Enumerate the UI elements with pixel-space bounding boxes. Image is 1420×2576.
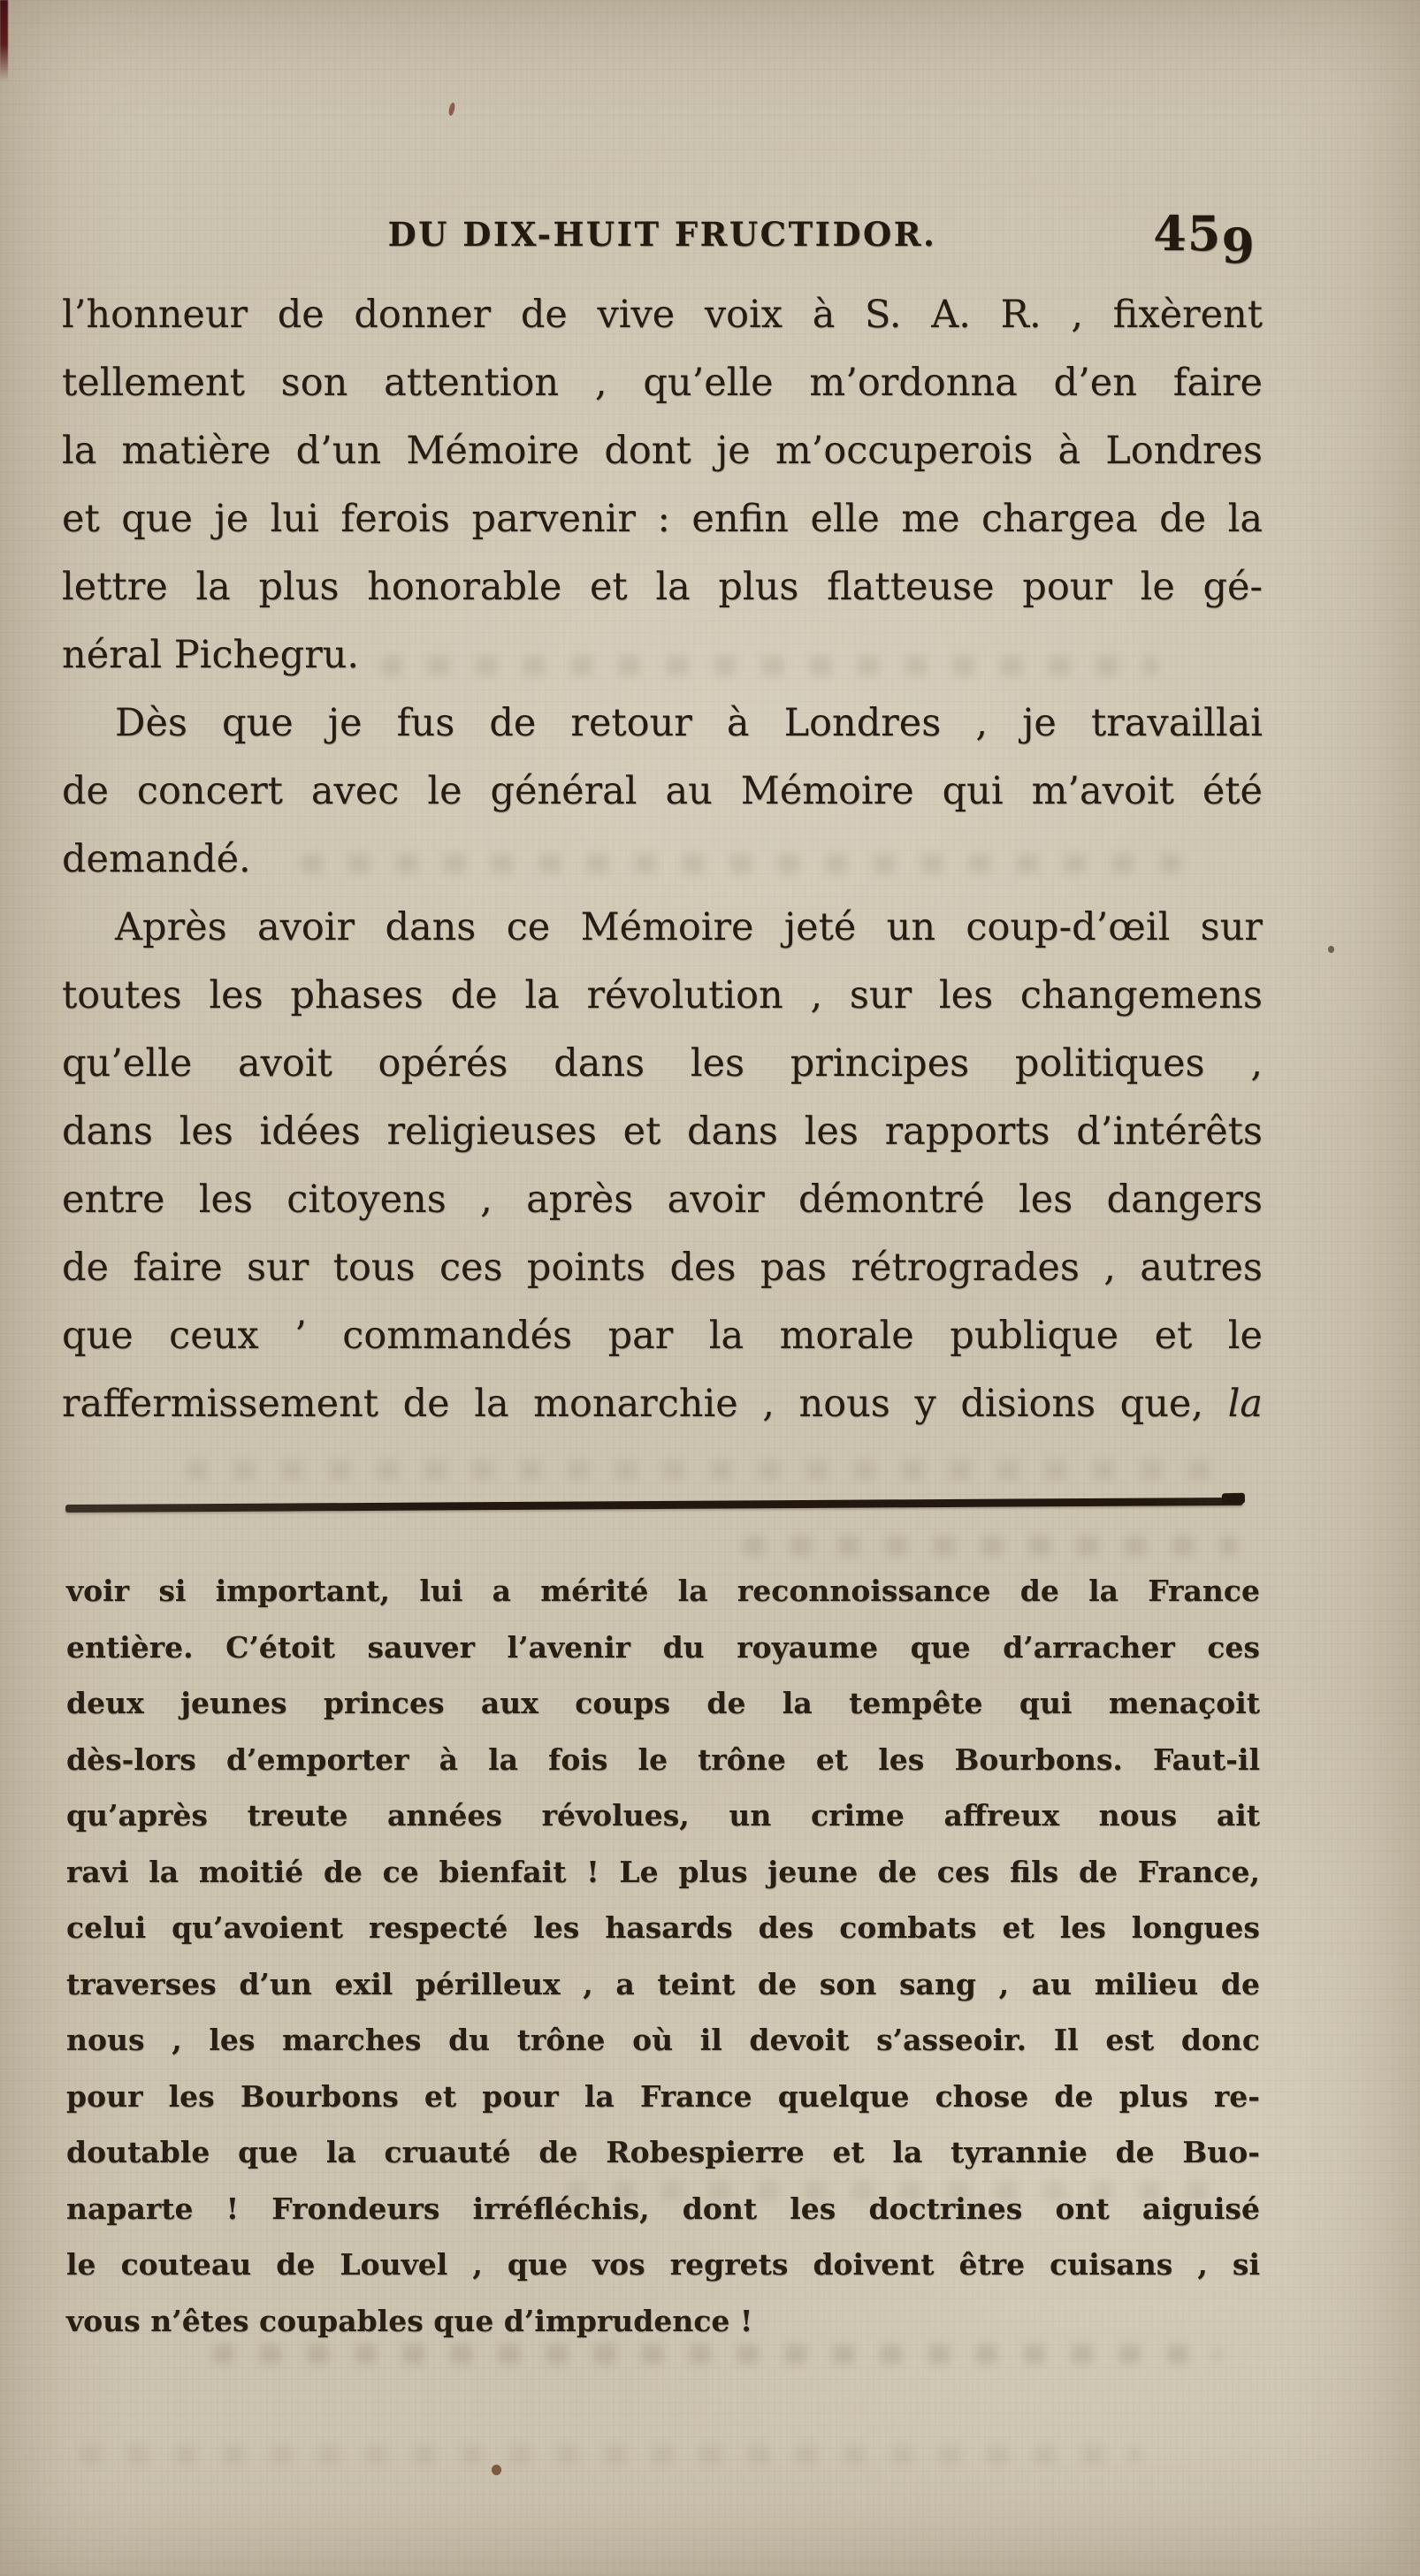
footnote-line: nous , les marches du trône où il devoit s’asseoir. Il est donc [66, 2023, 1260, 2057]
running-title: DU DIX-HUIT FRUCTIDOR. [387, 215, 937, 254]
footnote-line: celui qu’avoient respecté les hasards des combats et les longues [66, 1910, 1260, 1945]
footnote-line: doutable que la cruauté de Robespierre et la tyrannie de Buo- [66, 2135, 1260, 2169]
footnote-line: le couteau de Louvel , que vos regrets doivent être cuisans , si [66, 2247, 1260, 2282]
footnote-line: vous n’êtes coupables que d’imprudence ! [66, 2303, 753, 2338]
body-text-line: lettre la plus honorable et la plus flatteuse pour le gé- [62, 565, 1263, 609]
page-number-digit: 5 [1187, 205, 1222, 262]
body-text-line: qu’elle avoit opérés dans les principes politiques , [62, 1041, 1263, 1086]
paper-speck [492, 2465, 501, 2475]
footnote-line: deux jeunes princes aux coups de la tempête qui menaçoit [66, 1686, 1260, 1720]
binding-edge-mark [0, 0, 8, 81]
page-number-digit: 9 [1221, 217, 1256, 274]
body-text-line: de concert avec le général au Mémoire qui m’avoit été [62, 769, 1263, 813]
body-text-line: toutes les phases de la révolution , sur les changemens [62, 973, 1263, 1017]
footnote-separator-rule [65, 1498, 1243, 1513]
body-text-line: demandé. [62, 837, 251, 881]
body-text-line: dans les idées religieuses et dans les rapports d’intérêts [62, 1109, 1263, 1154]
body-text-line: raffermissement de la monarchie , nous y disions que, la [62, 1382, 1263, 1426]
body-text-line: Dès que je fus de retour à Londres , je travaillai [115, 701, 1263, 745]
paper-speck [448, 103, 456, 117]
page-header [62, 215, 1263, 254]
body-text-line: de faire sur tous ces points des pas rétrogrades , autres [62, 1246, 1263, 1290]
footnote-line: voir si important, lui a mérité la reconnoissance de la France [66, 1574, 1260, 1608]
bleed-through-smudge [80, 2445, 1141, 2465]
body-text-line: la matière d’un Mémoire dont je m’occuperois à Londres [62, 429, 1263, 473]
body-text-line: tellement son attention , qu’elle m’ordonna d’en faire [62, 361, 1263, 405]
body-text-line: l’honneur de donner de vive voix à S. A. R. , fixèrent [62, 293, 1263, 337]
bleed-through-smudge [743, 1536, 1238, 1556]
footnote-line: qu’après treute années révolues, un crime affreux nous ait [66, 1798, 1260, 1833]
footnote-line: dès-lors d’emporter à la fois le trône et les Bourbons. Faut-il [66, 1741, 1260, 1777]
page-number [1153, 205, 1256, 274]
bleed-through-smudge [186, 1460, 1238, 1480]
footnote-text [66, 1563, 1260, 2349]
body-text-line: que ceux ’ commandés par la morale publique et le [62, 1314, 1263, 1358]
footnote-line: ravi la moitié de ce bienfait ! Le plus jeune de ces fils de France, [66, 1854, 1260, 1889]
body-text-line: néral Pichegru. [62, 633, 360, 677]
body-text-line: entre les citoyens , après avoir démontré les dangers [62, 1177, 1263, 1222]
footnote-line: entière. C’étoit sauver l’avenir du royaume que d’arracher ces [66, 1629, 1260, 1665]
footnote-line: pour les Bourbons et pour la France quelque chose de plus re- [66, 2078, 1260, 2114]
footnote-line: traverses d’un exil périlleux , a teint de son sang , au milieu de [66, 1966, 1260, 2001]
page-number-digit: 4 [1153, 205, 1187, 262]
body-text [62, 281, 1263, 1438]
body-text-line: et que je lui ferois parvenir : enfin elle me chargea de la [62, 497, 1263, 541]
paper-speck [1328, 946, 1334, 953]
footnote-line: naparte ! Frondeurs irréfléchis, dont les doctrines ont aiguisé [66, 2191, 1260, 2226]
body-text-line: Après avoir dans ce Mémoire jeté un coup-d’œil sur [115, 905, 1263, 949]
